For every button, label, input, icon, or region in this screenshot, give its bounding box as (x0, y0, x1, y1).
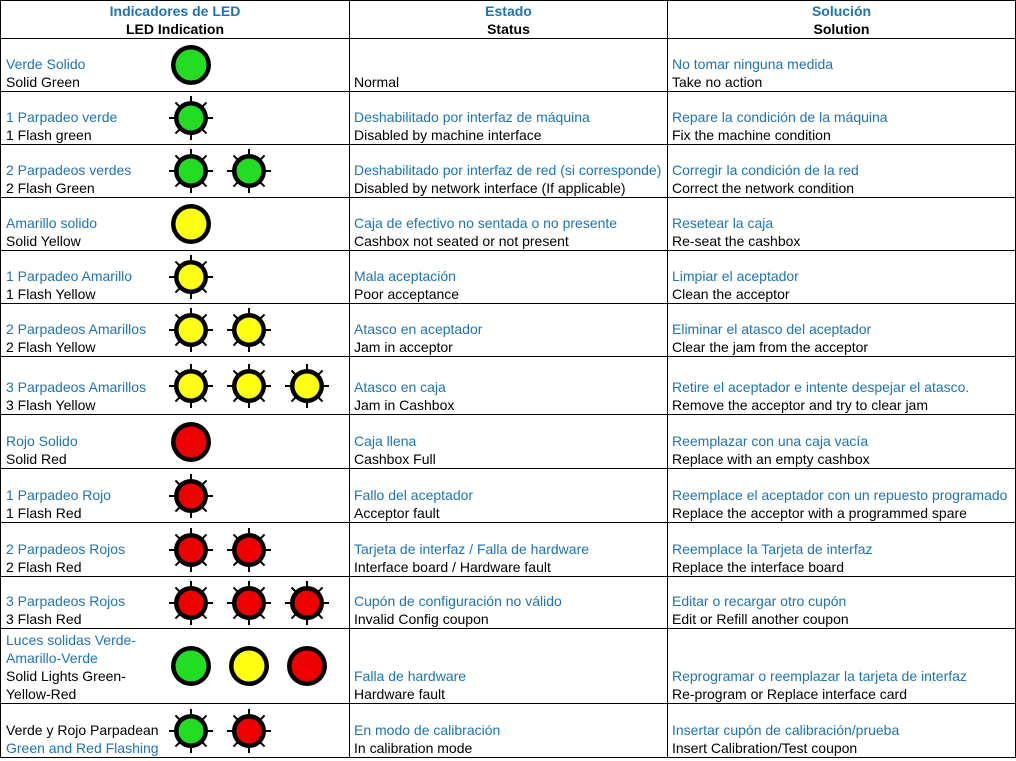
solid-red-led-icon (284, 643, 330, 689)
indication-es: Luces solidas Verde-Amarillo-Verde (6, 632, 136, 666)
flashing-red-led-icon (226, 527, 272, 573)
status-cell (350, 577, 668, 629)
solution-es: Retire el aceptador e intente despejar el atasco. (672, 379, 970, 395)
indication-cell (1, 357, 350, 415)
indication-cell (1, 39, 350, 92)
status-cell (350, 629, 668, 704)
indication-cell (1, 92, 350, 145)
header-indication-en: LED Indication (126, 20, 224, 37)
indication-text (6, 55, 85, 91)
flashing-yellow-led-icon (168, 307, 214, 353)
solution-en: Replace with an empty cashbox (672, 451, 870, 467)
header-status-es: Estado (485, 2, 532, 19)
status-cell (350, 523, 668, 577)
status-en: Jam in acceptor (354, 339, 453, 355)
indication-es: Rojo Solido (6, 433, 78, 449)
solution-en: Clear the jam from the acceptor (672, 339, 869, 355)
indication-en: Solid Yellow (6, 233, 81, 249)
status-en: Normal (354, 74, 400, 90)
status-en: Disabled by network interface (If applicable) (354, 180, 626, 196)
indication-es: 2 Parpadeos Rojos (6, 541, 126, 557)
solid-green-led-icon (168, 643, 214, 689)
led-group (168, 357, 342, 414)
status-es: Deshabilitado por interfaz de red (si corresponde) (354, 162, 662, 178)
flashing-green-led-icon (168, 95, 214, 141)
table-row (1, 469, 1016, 523)
status-es: Deshabilitado por interfaz de máquina (354, 109, 590, 125)
solution-es: Editar o recargar otro cupón (672, 593, 847, 609)
indication-cell (1, 304, 350, 357)
indication-es: 2 Parpadeos Amarillos (6, 321, 147, 337)
indication-en: 2 Flash Red (6, 559, 82, 575)
led-group (168, 39, 226, 91)
indication-en: 2 Flash Green (6, 180, 95, 196)
flashing-red-led-icon (168, 527, 214, 573)
led-group (168, 92, 226, 144)
indication-text (6, 592, 125, 628)
indication-cell (1, 469, 350, 523)
solid-green-led-icon (168, 42, 214, 88)
solid-yellow-led-icon (226, 643, 272, 689)
indication-text (6, 161, 131, 197)
solution-en: Correct the network condition (672, 180, 855, 196)
led-group (168, 577, 342, 628)
status-es: Caja llena (354, 433, 417, 449)
header-indication-es: Indicadores de LED (109, 2, 241, 19)
indication-en: Green and Red Flashing (6, 740, 159, 756)
solution-cell (668, 39, 1016, 92)
table-row (1, 629, 1016, 704)
status-es: Falla de hardware (354, 668, 467, 684)
indication-en: 1 Flash Red (6, 505, 82, 521)
indication-cell (1, 523, 350, 577)
header-solution-en: Solution (813, 20, 870, 37)
indication-en: 1 Flash green (6, 127, 92, 143)
solid-red-led-icon (168, 419, 214, 465)
solution-en: Clean the acceptor (672, 286, 790, 302)
indication-cell (1, 145, 350, 198)
solution-es: Reemplazar con una caja vacía (672, 433, 869, 449)
indication-es: 3 Parpadeos Rojos (6, 593, 126, 609)
solution-es: Eliminar el atasco del aceptador (672, 321, 872, 337)
solution-cell (668, 704, 1016, 758)
status-en: Poor acceptance (354, 286, 460, 302)
solution-es: Repare la condición de la máquina (672, 109, 888, 125)
indication-text (6, 378, 146, 414)
status-es: Mala aceptación (354, 268, 456, 284)
indication-es: 1 Parpadeo Rojo (6, 487, 112, 503)
indication-en: Solid Lights Green-Yellow-Red (6, 668, 126, 702)
flashing-yellow-led-icon (168, 363, 214, 409)
header-status (350, 1, 668, 39)
status-en: Jam in Cashbox (354, 397, 455, 413)
status-es: En modo de calibración (354, 722, 501, 738)
led-group (168, 251, 226, 303)
status-en: Disabled by machine interface (354, 127, 542, 143)
flashing-green-led-icon (168, 708, 214, 754)
indication-en: Solid Green (6, 74, 80, 90)
indication-es: 2 Parpadeos verdes (6, 162, 132, 178)
indication-es: 1 Parpadeo verde (6, 109, 118, 125)
indication-cell (1, 198, 350, 251)
status-cell (350, 39, 668, 92)
table-row (1, 304, 1016, 357)
indication-cell (1, 629, 350, 704)
flashing-yellow-led-icon (284, 363, 330, 409)
solution-cell (668, 469, 1016, 523)
solution-cell (668, 198, 1016, 251)
led-group (168, 523, 284, 576)
solution-en: Edit or Refill another coupon (672, 611, 849, 627)
solution-es: Reemplace el aceptador con un repuesto programado (672, 487, 1008, 503)
table-row (1, 577, 1016, 629)
header-status-en: Status (487, 20, 530, 37)
status-es: Atasco en aceptador (354, 321, 483, 337)
solution-en: Re-program or Replace interface card (672, 686, 907, 702)
table-row (1, 145, 1016, 198)
indication-en: 3 Flash Red (6, 611, 82, 627)
status-en: Interface board / Hardware fault (354, 559, 551, 575)
indication-cell (1, 704, 350, 758)
indication-text (6, 631, 156, 703)
indication-es: Verde Solido (6, 56, 86, 72)
solution-en: Remove the acceptor and try to clear jam (672, 397, 929, 413)
solution-es: Reemplace la Tarjeta de interfaz (672, 541, 873, 557)
solution-es: No tomar ninguna medida (672, 56, 834, 72)
status-es: Caja de efectivo no sentada o no presente (354, 215, 618, 231)
flashing-red-led-icon (226, 580, 272, 626)
status-en: Invalid Config coupon (354, 611, 489, 627)
solution-en: Re-seat the cashbox (672, 233, 801, 249)
flashing-green-led-icon (226, 148, 272, 194)
flashing-green-led-icon (168, 148, 214, 194)
indication-text (6, 432, 78, 468)
solution-en: Replace the acceptor with a programmed spare (672, 505, 967, 521)
solution-cell (668, 523, 1016, 577)
flashing-yellow-led-icon (226, 363, 272, 409)
status-cell (350, 198, 668, 251)
indication-text (6, 320, 146, 356)
flashing-red-led-icon (226, 708, 272, 754)
solid-yellow-led-icon (168, 201, 214, 247)
indication-cell (1, 577, 350, 629)
status-cell (350, 704, 668, 758)
solution-es: Reprogramar o reemplazar la tarjeta de interfaz (672, 668, 967, 684)
solution-cell (668, 357, 1016, 415)
table-row (1, 415, 1016, 469)
indication-text (6, 721, 159, 757)
indication-en: Solid Red (6, 451, 67, 467)
status-cell (350, 304, 668, 357)
indication-en: 2 Flash Yellow (6, 339, 96, 355)
solution-en: Fix the machine condition (672, 127, 831, 143)
table-row (1, 357, 1016, 415)
status-cell (350, 415, 668, 469)
table-row (1, 251, 1016, 304)
table-row (1, 92, 1016, 145)
indication-text (6, 214, 97, 250)
status-en: Acceptor fault (354, 505, 440, 521)
indication-es: 3 Parpadeos Amarillos (6, 379, 147, 395)
status-es: Cupón de configuración no válido (354, 593, 562, 609)
indication-text (6, 108, 117, 144)
status-en: Cashbox not seated or not present (354, 233, 569, 249)
solution-en: Replace the interface board (672, 559, 844, 575)
indication-cell (1, 251, 350, 304)
indication-text (6, 540, 125, 576)
flashing-yellow-led-icon (168, 254, 214, 300)
led-group (168, 629, 342, 703)
solution-es: Limpiar el aceptador (672, 268, 799, 284)
led-group (168, 304, 284, 356)
status-cell (350, 469, 668, 523)
indication-cell (1, 415, 350, 469)
solution-es: Insertar cupón de calibración/prueba (672, 722, 900, 738)
solution-en: Take no action (672, 74, 763, 90)
indication-text (6, 267, 132, 303)
solution-es: Corregir la condición de la red (672, 162, 859, 178)
led-group (168, 704, 284, 757)
flashing-red-led-icon (284, 580, 330, 626)
solution-cell (668, 415, 1016, 469)
solution-cell (668, 251, 1016, 304)
status-es: Fallo del aceptador (354, 487, 474, 503)
indication-en: 3 Flash Yellow (6, 397, 96, 413)
status-cell (350, 357, 668, 415)
flashing-yellow-led-icon (226, 307, 272, 353)
solution-cell (668, 92, 1016, 145)
status-en: Cashbox Full (354, 451, 436, 467)
status-es: Atasco en caja (354, 379, 446, 395)
header-solution-es: Solución (811, 2, 872, 19)
solution-en: Insert Calibration/Test coupon (672, 740, 858, 756)
solution-cell (668, 577, 1016, 629)
indication-es: 1 Parpadeo Amarillo (6, 268, 133, 284)
indication-en: 1 Flash Yellow (6, 286, 96, 302)
solution-cell (668, 145, 1016, 198)
indication-es: Amarillo solido (6, 215, 98, 231)
status-cell (350, 251, 668, 304)
flashing-red-led-icon (168, 473, 214, 519)
led-group (168, 198, 226, 250)
status-cell (350, 92, 668, 145)
status-en: In calibration mode (354, 740, 473, 756)
header-row (1, 1, 1016, 39)
table-row (1, 523, 1016, 577)
led-group (168, 145, 284, 197)
status-cell (350, 145, 668, 198)
status-es: Tarjeta de interfaz / Falla de hardware (354, 541, 590, 557)
led-group (168, 469, 226, 522)
indication-es: Verde y Rojo Parpadean (6, 722, 159, 738)
table-row (1, 198, 1016, 251)
table-row (1, 704, 1016, 758)
indication-text (6, 486, 111, 522)
solution-cell (668, 629, 1016, 704)
status-en: Hardware fault (354, 686, 446, 702)
solution-es: Resetear la caja (672, 215, 774, 231)
header-solution (668, 1, 1016, 39)
header-indication (1, 1, 350, 39)
flashing-red-led-icon (168, 580, 214, 626)
led-group (168, 415, 226, 468)
table-row (1, 39, 1016, 92)
solution-cell (668, 304, 1016, 357)
